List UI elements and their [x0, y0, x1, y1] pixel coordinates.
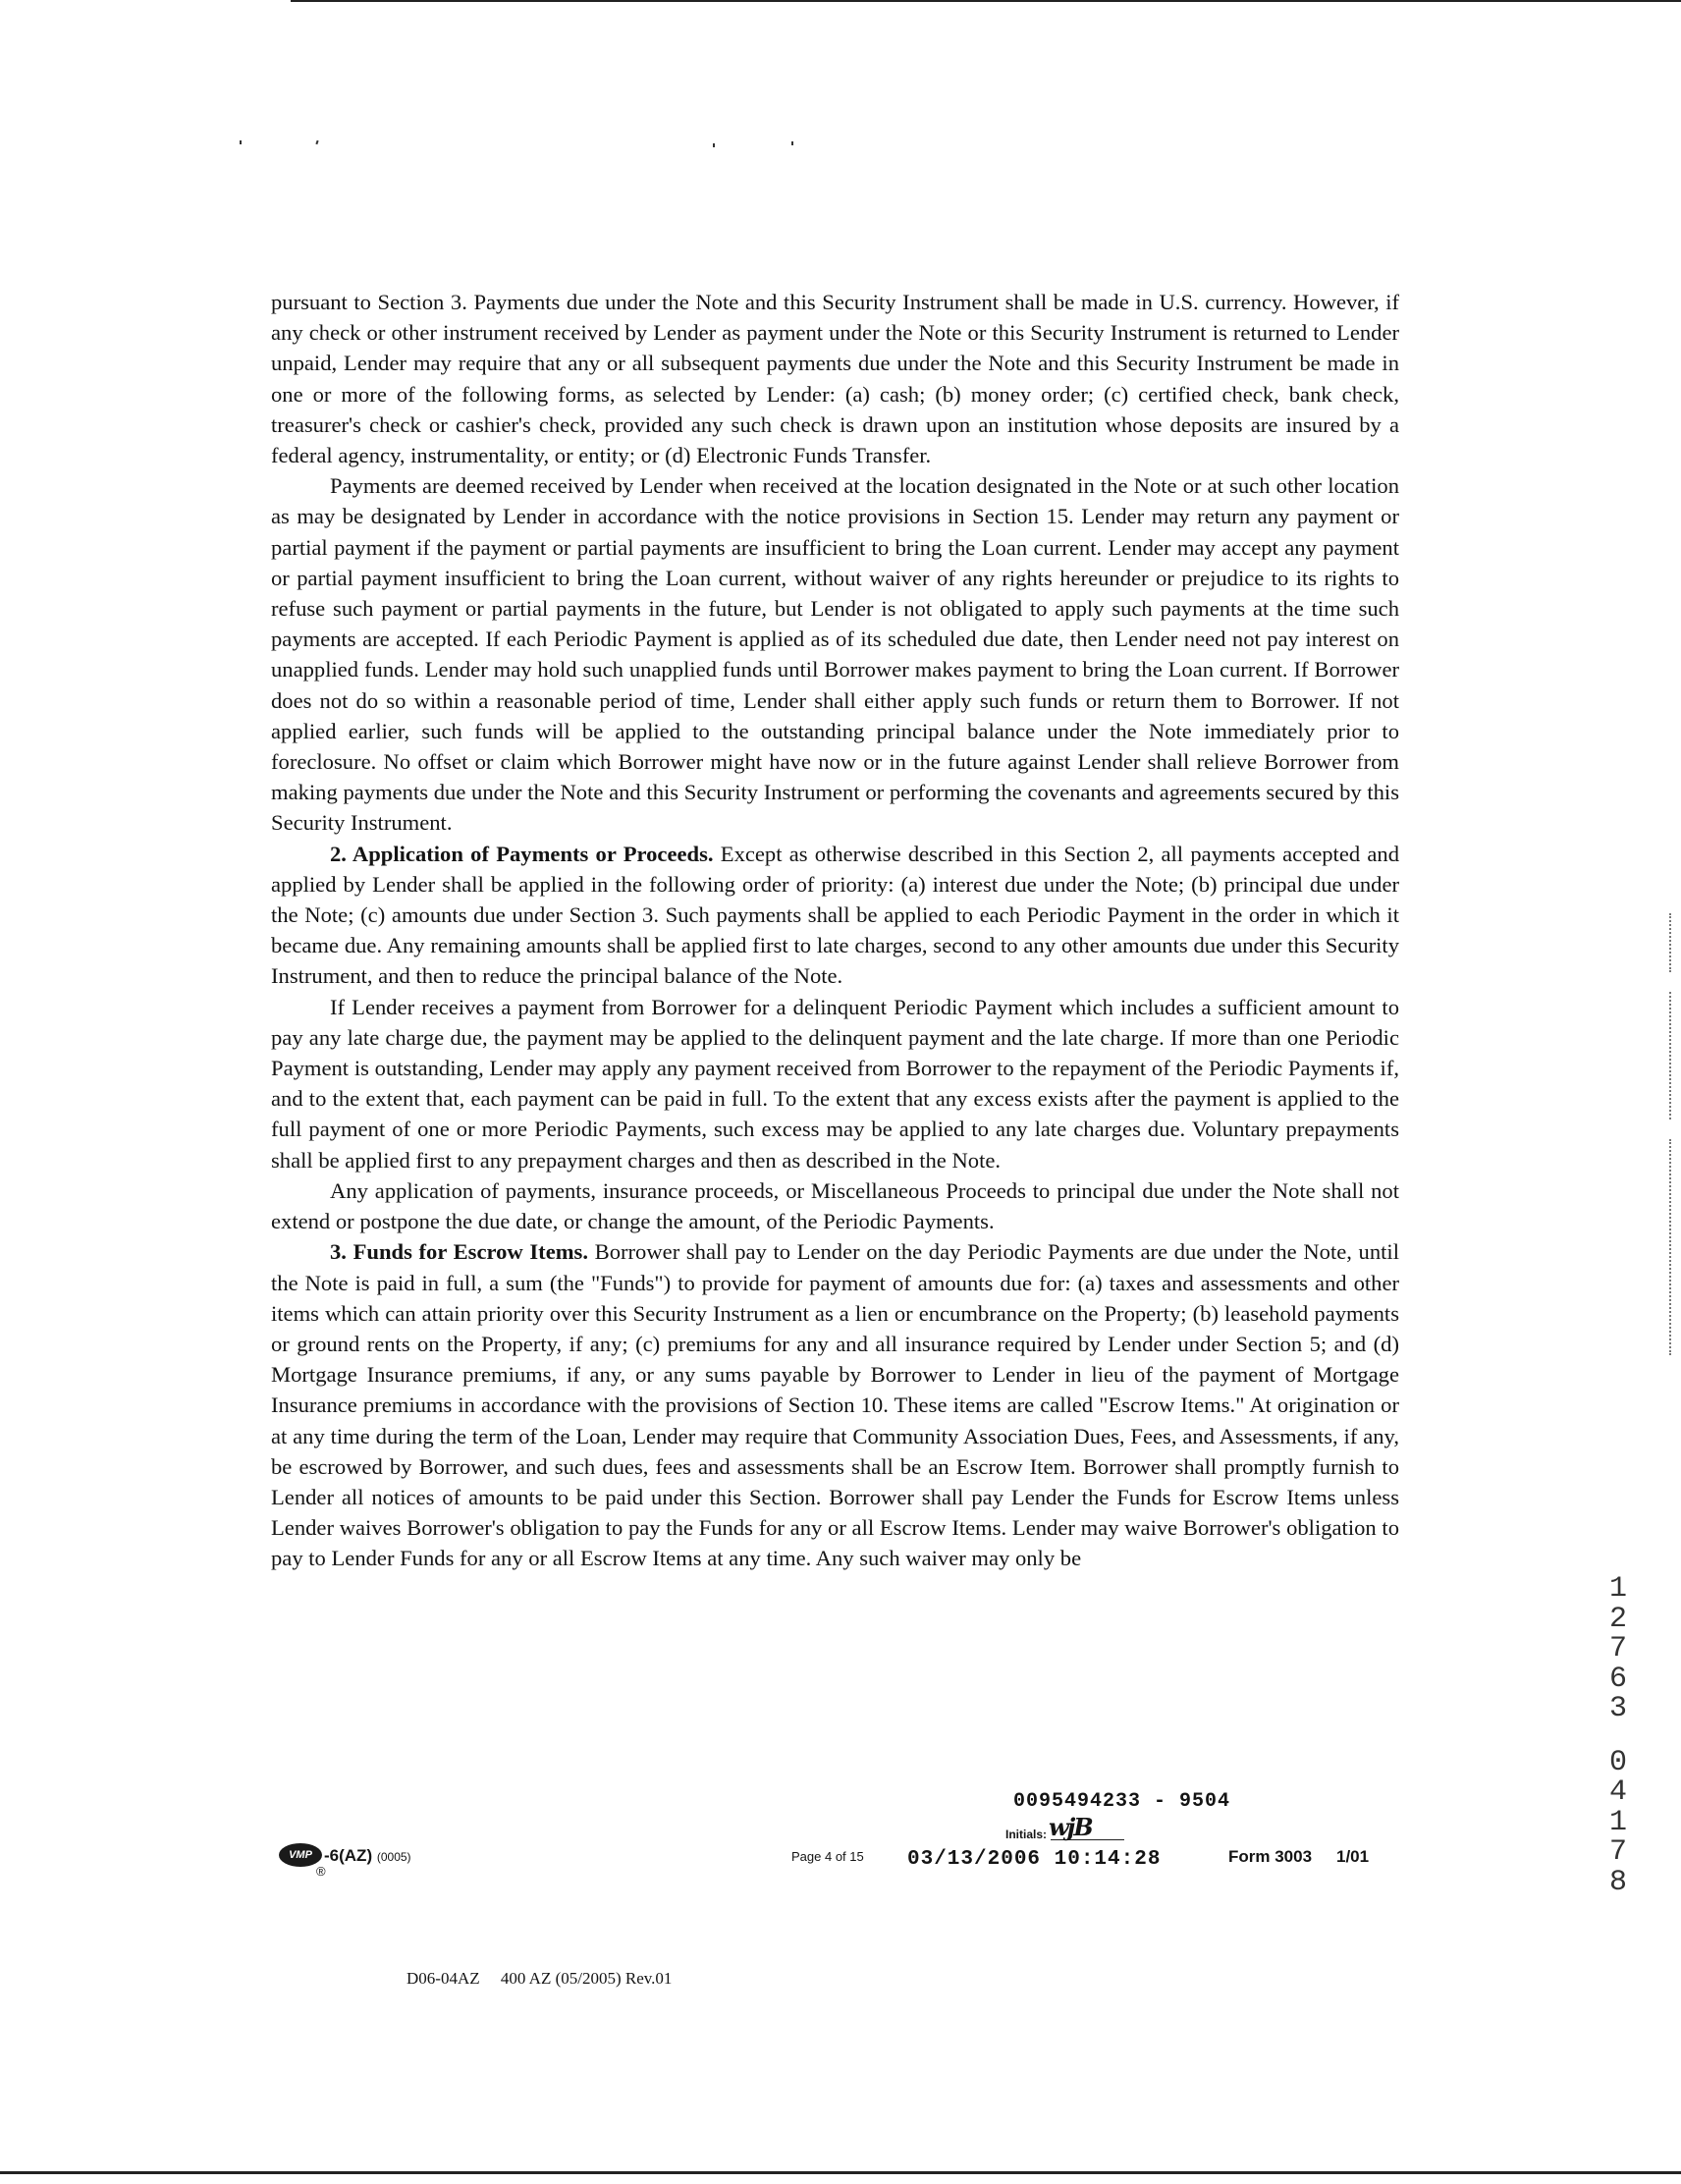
vmp-logo: VMP: [279, 1843, 322, 1867]
paragraph-text: Payments are deemed received by Lender when received at the location designated in the Note or at such other location as may be designated by Lender in accordance with the notice provisions in Section 15. Lender may return any payment or partial payment if the payment or partial payments are insufficient to bring the Loan current. Lender may accept any payment or partial payment insufficient to bring the Loan current, without waiver of any rights hereunder or prejudice to its rights to refuse such payment or partial payments in the future, but Lender is not obligated to apply such payments at the time such payments are accepted. If each Periodic Payment is applied as of its scheduled due date, then Lender need not pay interest on unapplied funds. Lender may hold such unapplied funds until Borrower makes payment to bring the Loan current. If Borrower does not do so within a reasonable period of time, Lender shall either apply such funds or return them to Borrower. If not applied earlier, such funds will be applied to the outstanding principal balance under the Note immediately prior to foreclosure. No offset or claim which Borrower might have now or in the future against Lender shall relieve Borrower from making payments due under the Note and this Security Instrument or performing the covenants and agreements secured by this Security Instrument.: [271, 473, 1399, 836]
side-stamp-digit: 2: [1608, 1602, 1627, 1636]
paragraph: [271, 470, 1399, 838]
form-date: 1/01: [1336, 1847, 1370, 1866]
paragraph-text: pursuant to Section 3. Payments due under the Note and this Security Instrument shall be made in U.S. currency. However, if any check or other instrument received by Lender as payment under the Note or this Security Instrument is returned to Lender unpaid, Lender may require that any or all subsequent payments due under the Note and this Security Instrument be made in one or more of the following forms, as selected by Lender: (a) cash; (b) money order; (c) certified check, bank check, treasurer's check or cashier's check, provided any such check is drawn upon an institution whose deposits are insured by a federal agency, instrumentality, or entity; or (d) Electronic Funds Transfer.: [271, 290, 1399, 468]
document-body: [271, 287, 1399, 1574]
scan-edge-marks: [1669, 913, 1673, 972]
paragraph-text: If Lender receives a payment from Borrower for a delinquent Periodic Payment which includes a sufficient amount to pay any late charge due, the payment may be applied to the delinquent payment and the late charge. If more than one Periodic Payment is outstanding, Lender may apply any payment received from Borrower to the repayment of the Periodic Payments if, and to the extent that, each payment can be paid in full. To the extent that any excess exists after the payment is applied to the full payment of one or more Periodic Payments, such excess may be applied to any late charges due. Voluntary prepayments shall be applied first to any prepayment charges and then as described in the Note.: [271, 994, 1399, 1173]
page-number: Page 4 of 15: [791, 1849, 864, 1864]
side-stamp-digit: 3: [1608, 1692, 1627, 1725]
side-stamp-number: [1599, 1574, 1638, 1897]
side-stamp-digit: 8: [1608, 1865, 1627, 1899]
paragraph: [271, 992, 1399, 1175]
side-stamp-digit: 1: [1608, 1572, 1627, 1606]
form-code-main: -6(AZ): [324, 1846, 373, 1865]
scan-speck: [713, 143, 715, 147]
timestamp: 03/13/2006 10:14:28: [907, 1848, 1162, 1871]
initials-label: Initials:: [1005, 1828, 1048, 1841]
side-stamp-digit: 6: [1608, 1662, 1627, 1696]
form-code-sub: (0005): [376, 1850, 411, 1864]
top-scan-border: [291, 0, 1681, 2]
section-heading: 3. Funds for Escrow Items.: [330, 1239, 588, 1265]
paragraph: [271, 287, 1399, 470]
paragraph: [271, 839, 1399, 992]
scan-edge-marks: [1669, 992, 1673, 1119]
scan-edge-marks: [1669, 1139, 1673, 1355]
side-stamp-digit: 4: [1608, 1775, 1627, 1809]
scan-speck: [240, 140, 242, 144]
loan-number: 0095494233 - 9504: [1013, 1790, 1231, 1813]
form-code: [324, 1846, 411, 1866]
registered-mark: ®: [316, 1864, 326, 1879]
paragraph-text: Borrower shall pay to Lender on the day Periodic Payments are due under the Note, until the Note is paid in full, a sum (the "Funds") to provide for payment of amounts due for: (a) taxes and assessments and other items which can attain priority over this Security Instrument as a lien or encumbrance on the Property; (b) leasehold payments or ground rents on the Property, if any; (c) premiums for any and all insurance required by Lender under Section 5; and (d) Mortgage Insurance premiums, if any, or any sums payable by Borrower to Lender in lieu of the payment of Mortgage Insurance premiums in accordance with the provisions of Section 10. These items are called "Escrow Items." At origination or at any time during the term of the Loan, Lender may require that Community Association Dues, Fees, and Assessments, if any, be escrowed by Borrower, and such dues, fees and assessments shall be an Escrow Item. Borrower shall promptly furnish to Lender all notices of amounts to be paid under this Section. Borrower shall pay Lender the Funds for Escrow Items unless Lender waives Borrower's obligation to pay the Funds for any or all Escrow Items. Lender may waive Borrower's obligation to pay to Lender Funds for any or all Escrow Items at any time. Any such waiver may only be: [271, 1239, 1399, 1571]
paragraph-text: Except as otherwise described in this Section 2, all payments accepted and applied by Lender shall be applied in the following order of priority: (a) interest due under the Note; (b) principal due under the Note; (c) amounts due under Section 3. Such payments shall be applied to each Periodic Payment in the order in which it became due. Any remaining amounts shall be applied first to late charges, second to any other amounts due under this Security Instrument, and then to reduce the principal balance of the Note.: [271, 841, 1400, 989]
side-stamp-digit: 1: [1608, 1805, 1627, 1839]
paragraph-text: Any application of payments, insurance proceeds, or Miscellaneous Proceeds to principal due under the Note shall not extend or postpone the due date, or change the amount, of the Periodic Payments.: [271, 1177, 1399, 1234]
section-heading: 2. Application of Payments or Proceeds.: [330, 841, 714, 866]
bottom-scan-border: [0, 2171, 1681, 2174]
initials-handwritten: wjB: [1049, 1813, 1092, 1841]
side-stamp-digit: 0: [1608, 1745, 1627, 1779]
document-code: D06-04AZ 400 AZ (05/2005) Rev.01: [407, 1969, 673, 1988]
side-stamp-digit: 7: [1608, 1632, 1627, 1665]
form-label: Form 3003: [1228, 1847, 1313, 1866]
scan-speck: [315, 140, 318, 144]
paragraph: [271, 1236, 1399, 1573]
paragraph: [271, 1175, 1399, 1236]
side-stamp-digit: 7: [1608, 1835, 1627, 1869]
scan-speck: [791, 141, 793, 145]
